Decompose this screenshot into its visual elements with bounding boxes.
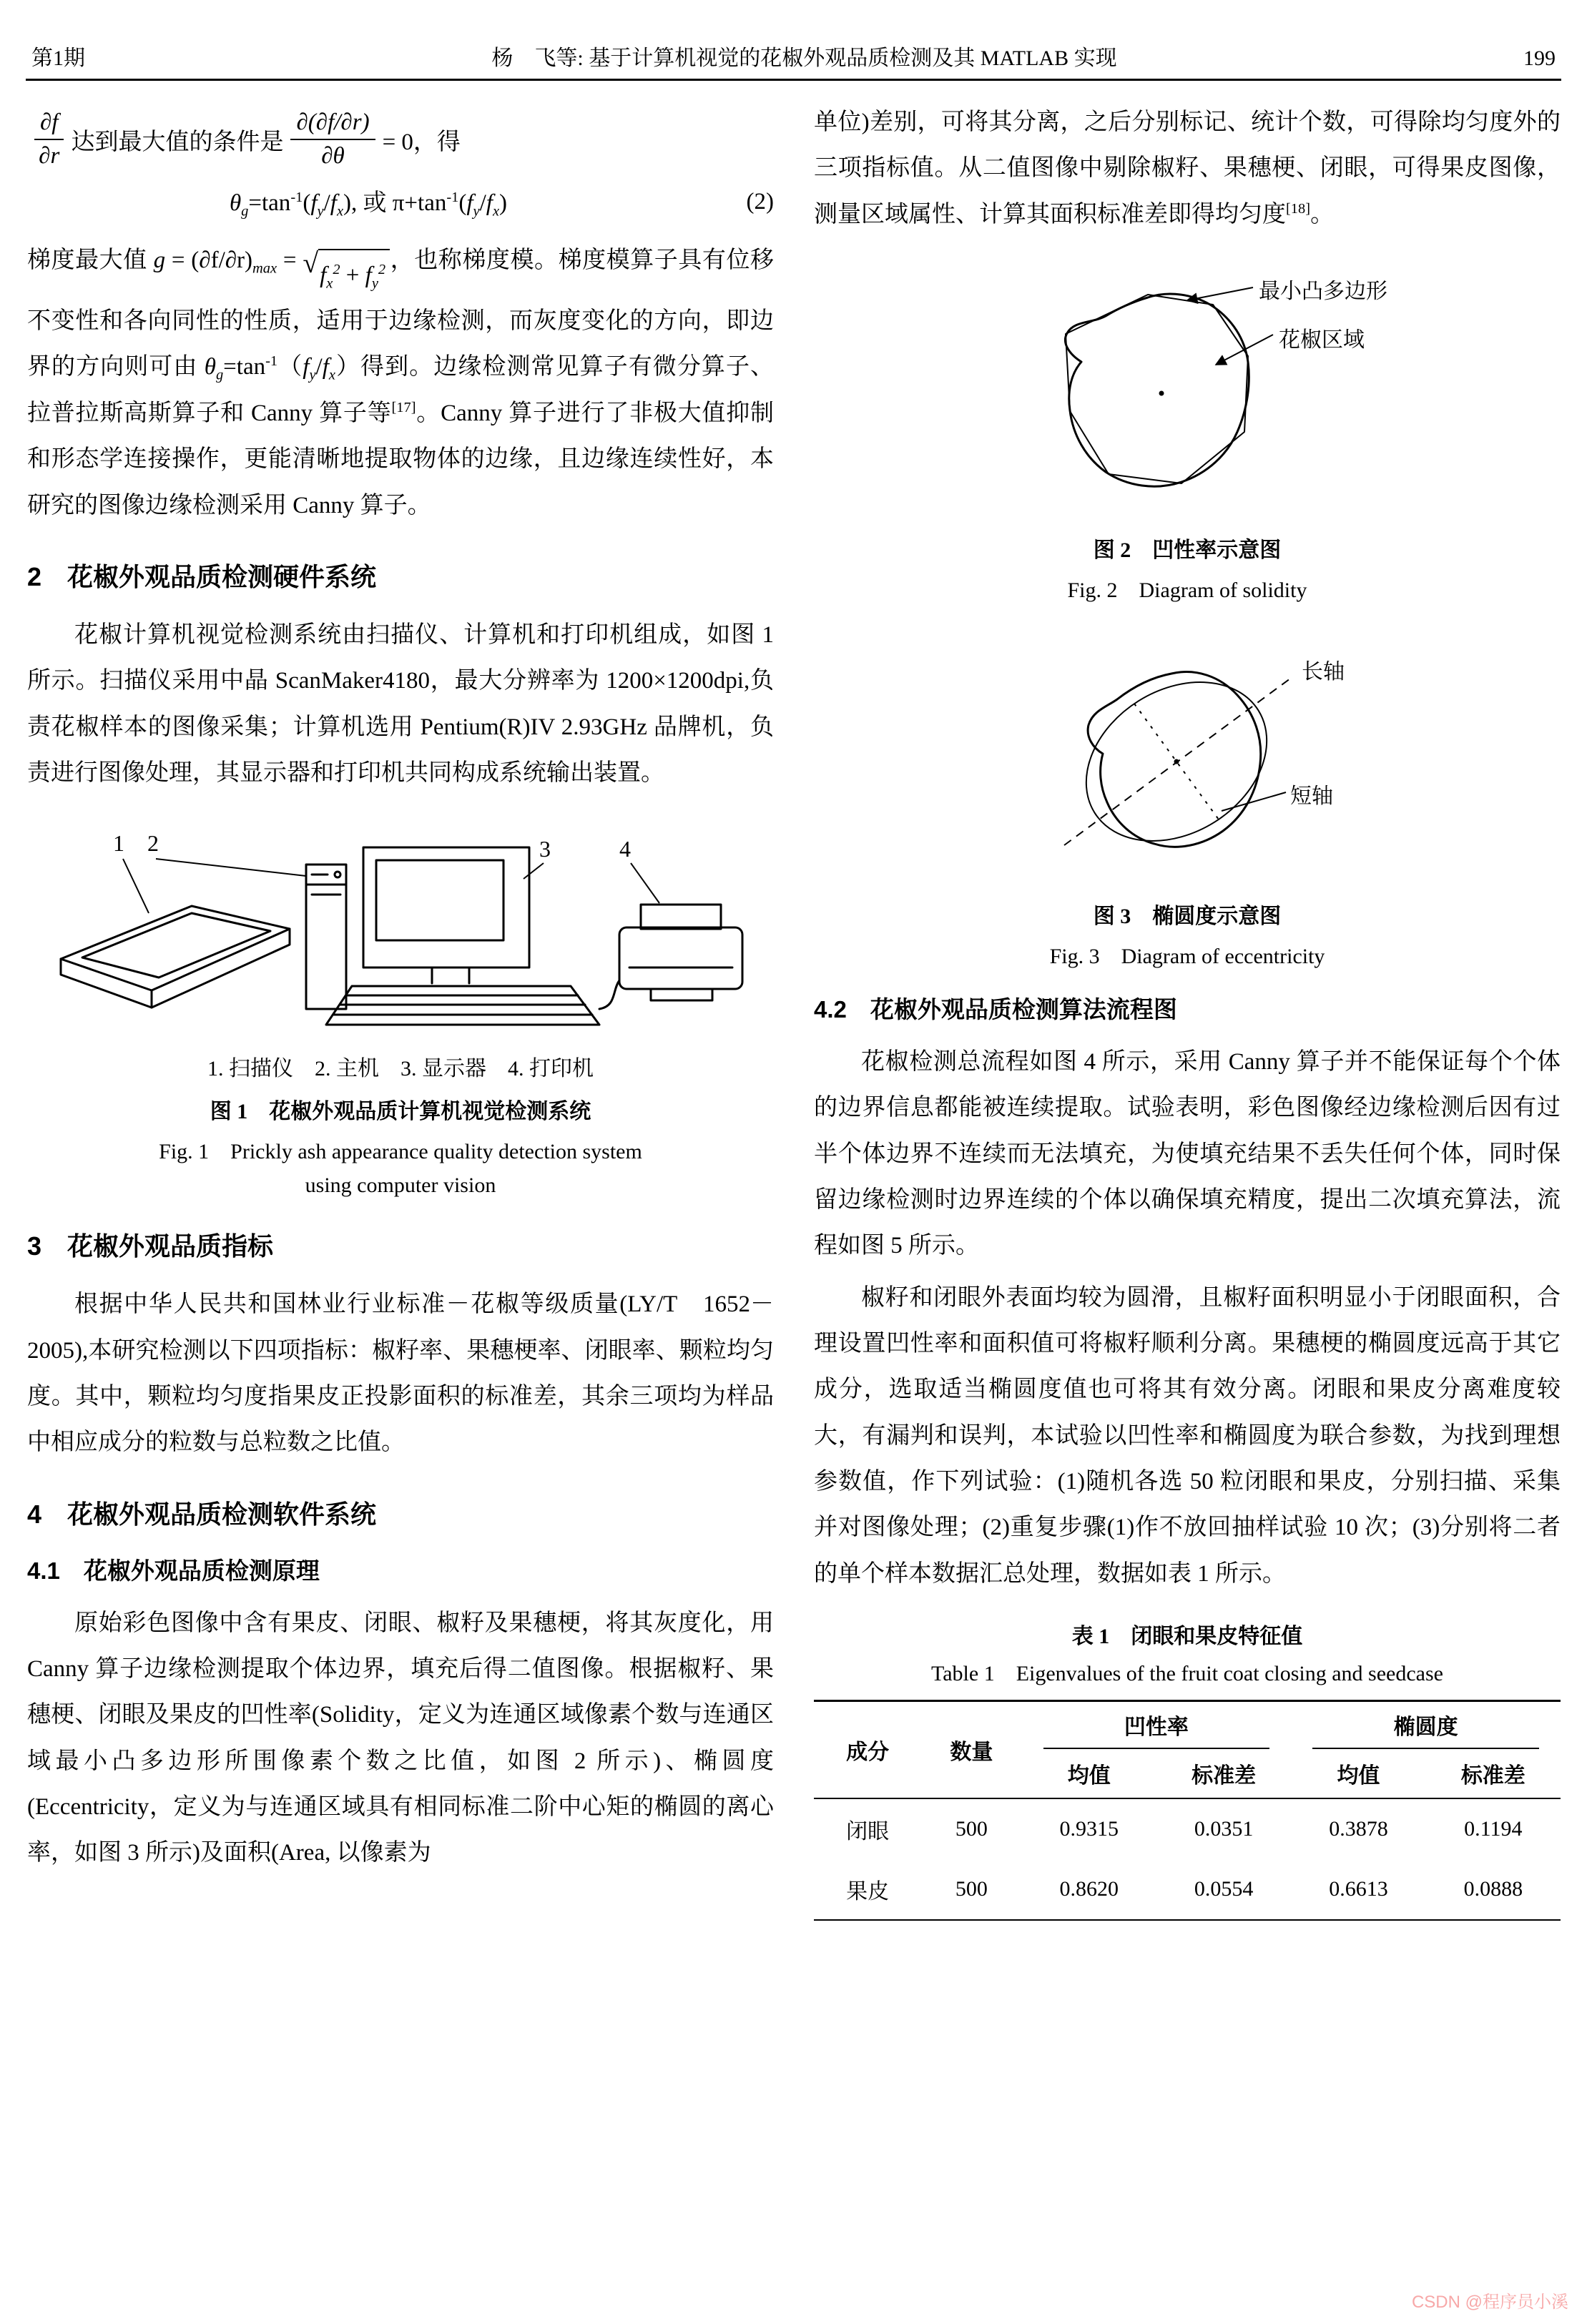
section-4-2-heading: 4.2 花椒外观品质检测算法流程图	[814, 996, 1177, 1023]
figure-2-caption-zh: 图 2 凹性率示意图	[1093, 538, 1282, 563]
subheader-eccentricity-std: 标准差	[1426, 1749, 1561, 1798]
figure-1-caption-en-2: using computer vision	[305, 1173, 496, 1198]
col-header-count: 数量	[921, 1701, 1021, 1799]
right-column	[814, 99, 1561, 1921]
paragraph-detection-principle-cont: 单位)差别，可将其分离，之后分别标记、统计个数，可得除均匀度外的三项指标值。从二值图像中剔除椒籽、果穗梗、闭眼，可得果皮图像，测量区域属性、计算其面积标准差即得均匀度[18]。	[814, 109, 1561, 227]
sqrt-expression	[303, 249, 390, 298]
figure-2-caption-en: Fig. 2 Diagram of solidity	[1067, 578, 1307, 603]
figure-1-caption-zh: 图 1 花椒外观品质计算机视觉检测系统	[210, 1100, 591, 1124]
axis-lines	[1064, 676, 1293, 845]
figure-1-drawing	[43, 822, 758, 1043]
page-header	[31, 40, 1556, 72]
running-title: 杨 飞等: 基于计算机视觉的花椒外观品质检测及其 MATLAB 实现	[491, 46, 1117, 70]
cell-component: 闭眼	[846, 1820, 890, 1844]
watermark: CSDN @程序员小溪	[1411, 2293, 1568, 2312]
figure-3-caption-zh: 图 3 椭圆度示意图	[1093, 905, 1282, 929]
figure-1-caption-en: Fig. 1 Prickly ash appearance quality detection system	[159, 1140, 642, 1164]
convex-hull-label: 最小凸多边形	[1259, 280, 1387, 304]
callout-4: 4	[619, 836, 631, 862]
equation-2-number: (2)	[746, 188, 774, 215]
section-2-heading: 2 花椒外观品质检测硬件系统	[27, 561, 377, 591]
two-column-layout	[27, 99, 1560, 1921]
figure-2-drawing	[1001, 263, 1387, 521]
table-1-caption-zh: 表 1 闭眼和果皮特征值	[1071, 1625, 1303, 1649]
section-3-heading: 3 花椒外观品质指标	[27, 1231, 274, 1261]
table-1	[814, 1700, 1561, 1921]
left-column	[27, 99, 774, 1921]
table-1-caption-en: Table 1 Eigenvalues of the fruit coat closing and seedcase	[931, 1662, 1443, 1686]
formula-text: = 0，得	[382, 129, 461, 155]
sqrt-symbol: √	[303, 247, 319, 279]
cell-component: 果皮	[814, 1859, 921, 1920]
header-rule	[26, 79, 1561, 81]
subheader-eccentricity-mean: 均值	[1291, 1749, 1425, 1798]
equation-2	[27, 184, 774, 220]
minor-axis-label: 短轴	[1290, 784, 1333, 809]
formula-text: 达到最大值的条件是	[71, 129, 284, 155]
printer-drawing	[619, 905, 742, 1000]
section-4-heading: 4 花椒外观品质检测软件系统	[27, 1499, 377, 1529]
callout-2: 2	[147, 830, 159, 857]
col-header-component: 成分	[814, 1701, 921, 1799]
callout-leader-lines	[123, 859, 659, 913]
page-number: 199	[1523, 46, 1556, 70]
group-header-solidity: 凹性率	[1022, 1701, 1292, 1750]
cell-sol-std: 0.0554	[1156, 1859, 1291, 1920]
section-4-1-heading: 4.1 花椒外观品质检测原理	[27, 1557, 320, 1584]
paragraph-flowchart: 花椒检测总流程如图 4 所示，采用 Canny 算子并不能保证每个个体的边界信息都能被连续提取。试验表明，彩色图像经边缘检测后因有过半个体边界不连续而无法填充，为使填充结果不丢失任何个体，同时保留边缘检测时边界连续的个体以确保填充精度，提出二次填充算法，流程如图 5 所示。	[814, 1049, 1561, 1259]
pepper-region-label: 花椒区域	[1279, 328, 1365, 353]
paragraph-quality-indicators: 根据中华人民共和国林业行业标准－花椒等级质量(LY/T 1652－2005),本研究检测以下四项指标：椒籽率、果穗梗率、闭眼率、颗粒均匀度。其中，颗粒均匀度指果皮正投影面积的标准差，其余三项均为样品中相应成分的粒数与总粒数之比值。	[27, 1291, 774, 1456]
figure-1-legend: 1. 扫描仪 2. 主机 3. 显示器 4. 打印机	[207, 1057, 594, 1081]
callout-1: 1	[113, 830, 124, 857]
sqrt-radicand: $f_x^2 + f_y^2$	[318, 249, 390, 298]
convex-hull-polygon	[1066, 295, 1248, 483]
subheader-solidity-mean: 均值	[1022, 1749, 1156, 1798]
cell-ecc-std: 0.0888	[1426, 1859, 1561, 1920]
fraction-df-dr: $\frac{\partial f}{\partial r}$	[34, 109, 64, 169]
gradient-formula-suffix: ，也称梯度模。梯度模算子具有位移不变性和各向同性的性质，适用于边缘检测，而灰度变化的方向，即边界的方向则可由 $\theta_g=\tan^{-1}(f_y/f_x)$得到。边缘检测常见算子有微分算子、拉普拉斯高斯算子和 Canny 算子等[17]。Canny 算子进行了非极大值抑制和形态学连接操作，更能清晰地提取物体的边缘，且边缘连续性好，本研究的图像边缘检测采用 Canny 算子。	[27, 247, 775, 518]
subheader-solidity-std: 标准差	[1156, 1749, 1291, 1798]
equation-2-body: $\theta_g=\tan^{-1}(f_y/f_x)$, 或 $\pi+\tan^{-1}(f_y/f_x)$	[229, 189, 508, 220]
figure-1	[27, 822, 774, 1198]
callout-3: 3	[539, 836, 551, 862]
table-row-seedcase	[814, 1859, 1561, 1920]
cell-ecc-mean: 0.3878	[1329, 1817, 1388, 1841]
computer-tower-drawing	[306, 865, 346, 1009]
cell-count: 500	[921, 1859, 1021, 1920]
pepper-blob	[1088, 672, 1261, 847]
cell-sol-mean: 0.9315	[1059, 1817, 1119, 1841]
gradient-condition-formula	[27, 109, 774, 169]
cell-count: 500	[955, 1817, 988, 1841]
paragraph-separation-experiment: 椒籽和闭眼外表面均较为圆滑，且椒籽面积明显小于闭眼面积，合理设置凹性率和面积值可将椒籽顺利分离。果穗梗的椭圆度远高于其它成分，选取适当椭圆度值也可将其有效分离。闭眼和果皮分离难度较大，有漏判和误判，本试验以凹性率和椭圆度为联合参数，为找到理想参数值，作下列试验：(1)随机各选 50 粒闭眼和果皮，分别扫描、采集并对图像处理；(2)重复步骤(1)作不放回抽样试验 10 次；(3)分别将二者的单个样本数据汇总处理，数据如表 1 所示。	[814, 1284, 1561, 1587]
figure-3-drawing	[1001, 629, 1373, 887]
figure-3	[814, 629, 1561, 970]
cable-drawing	[599, 980, 619, 1009]
scanner-drawing	[61, 906, 290, 1008]
group-header-eccentricity: 椭圆度	[1291, 1701, 1561, 1750]
figure-3-caption-en: Fig. 3 Diagram of eccentricity	[1049, 945, 1325, 969]
fraction-partial-theta: $\frac{\partial(\partial f/\partial r)}{\partial\theta}$	[290, 109, 375, 169]
cell-sol-std: 0.0351	[1194, 1817, 1254, 1841]
cell-ecc-mean: 0.6613	[1291, 1859, 1425, 1920]
paragraph-hardware-system: 花椒计算机视觉检测系统由扫描仪、计算机和打印机组成，如图 1 所示。扫描仪采用中晶 ScanMaker4180，最大分辨率为 1200×1200dpi,负责花椒样本的图像采集；计算机选用 Pentium(R)IV 2.93GHz 品牌机，负责进行图像处理，其显示器和打印机共同构成系统输出装置。	[27, 621, 774, 786]
cell-sol-mean: 0.8620	[1022, 1859, 1156, 1920]
pepper-region-blob	[1065, 294, 1249, 486]
cell-ecc-std: 0.1194	[1464, 1817, 1523, 1841]
figure-2	[814, 263, 1561, 604]
major-axis-label: 长轴	[1302, 660, 1345, 684]
table-row-closing	[814, 1798, 1561, 1859]
paragraph-gradient-magnitude	[27, 237, 774, 528]
journal-issue: 第1期	[31, 46, 85, 70]
monitor-drawing	[363, 847, 529, 983]
keyboard-drawing	[326, 986, 599, 1025]
gradient-formula-prefix: 梯度最大值 $g = (\partial f/\partial r)_{max}$ =	[27, 247, 303, 277]
paragraph-detection-principle: 原始彩色图像中含有果皮、闭眼、椒籽及果穗梗，将其灰度化，用 Canny 算子边缘检测提取个体边界，填充后得二值图像。根据椒籽、果穗梗、闭眼及果皮的凹性率(Solidity，定义为连通区域像素个数与连通区域最小凸多边形所围像素个数之比值，如图 2 所示)、椭圆度(Eccentricity，定义为与连通区域具有相同标准二阶中心矩的椭圆的离心率，如图 3 所示)及面积(Area, 以像素为	[27, 1610, 774, 1866]
